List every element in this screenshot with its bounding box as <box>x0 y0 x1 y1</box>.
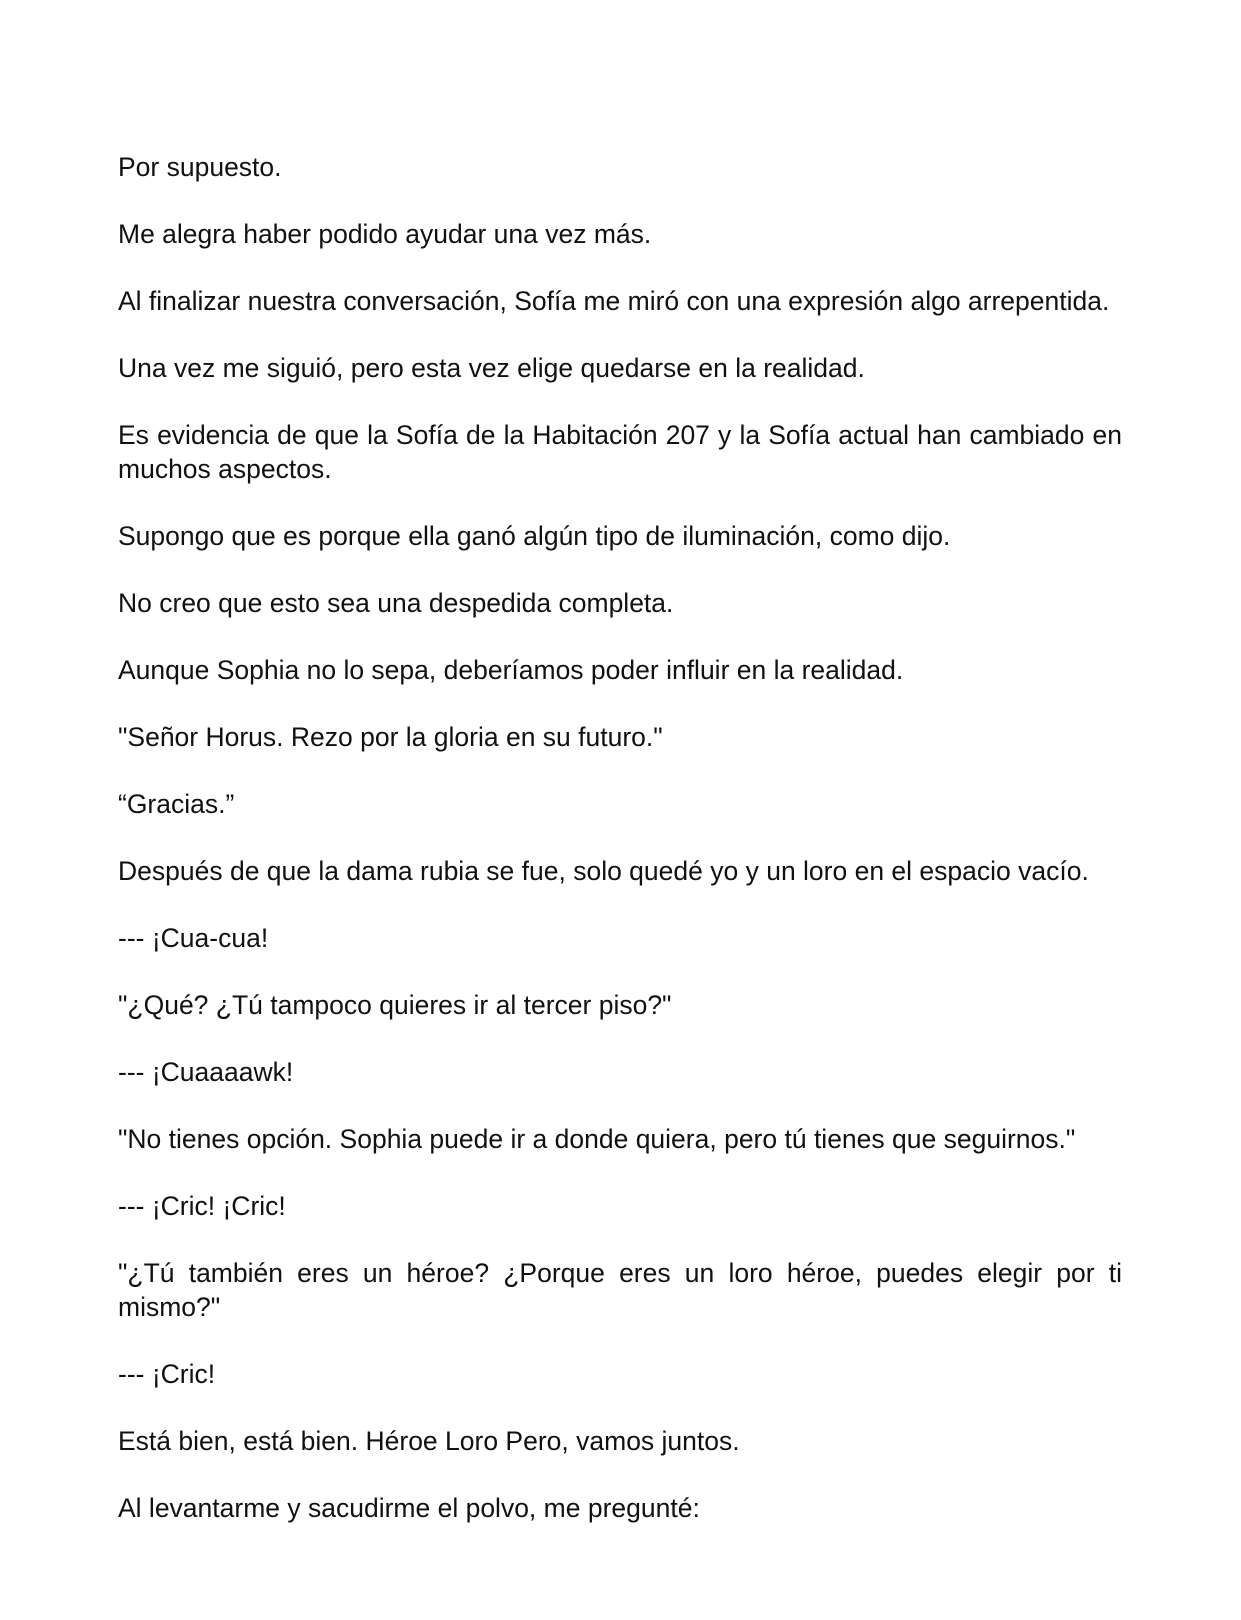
paragraph: Me alegra haber podido ayudar una vez más. <box>118 219 652 249</box>
paragraph: Al finalizar nuestra conversación, Sofía me miró con una expresión algo arrepentida. <box>118 286 1110 316</box>
paragraph: Está bien, está bien. Héroe Loro Pero, vamos juntos. <box>118 1426 740 1456</box>
paragraph: Por supuesto. <box>118 152 282 182</box>
sound-effect-line: --- ¡Cric! <box>118 1359 216 1389</box>
sound-effect-line: --- ¡Cua-cua! <box>118 923 269 953</box>
sound-effect-line: --- ¡Cuaaaawk! <box>118 1057 294 1087</box>
dialogue-line: "¿Qué? ¿Tú tampoco quieres ir al tercer piso?" <box>118 990 672 1020</box>
dialogue-line: "Señor Horus. Rezo por la gloria en su futuro." <box>118 722 663 752</box>
paragraph: Después de que la dama rubia se fue, solo quedé yo y un loro en el espacio vacío. <box>118 856 1089 886</box>
paragraph: Es evidencia de que la Sofía de la Habitación 207 y la Sofía actual han cambiado en muchos aspectos. <box>118 420 1122 484</box>
paragraph: Aunque Sophia no lo sepa, deberíamos poder influir en la realidad. <box>118 655 904 685</box>
dialogue-line: "No tienes opción. Sophia puede ir a donde quiera, pero tú tienes que seguirnos." <box>118 1124 1076 1154</box>
dialogue-line: “Gracias.” <box>118 789 235 819</box>
document-body <box>118 150 1122 1558</box>
paragraph: Supongo que es porque ella ganó algún tipo de iluminación, como dijo. <box>118 521 951 551</box>
sound-effect-line: --- ¡Cric! ¡Cric! <box>118 1191 286 1221</box>
dialogue-line: "¿Tú también eres un héroe? ¿Porque eres un loro héroe, puedes elegir por ti mismo?" <box>118 1258 1122 1322</box>
paragraph: No creo que esto sea una despedida completa. <box>118 588 674 618</box>
paragraph: Al levantarme y sacudirme el polvo, me pregunté: <box>118 1493 700 1523</box>
paragraph: Una vez me siguió, pero esta vez elige quedarse en la realidad. <box>118 353 865 383</box>
